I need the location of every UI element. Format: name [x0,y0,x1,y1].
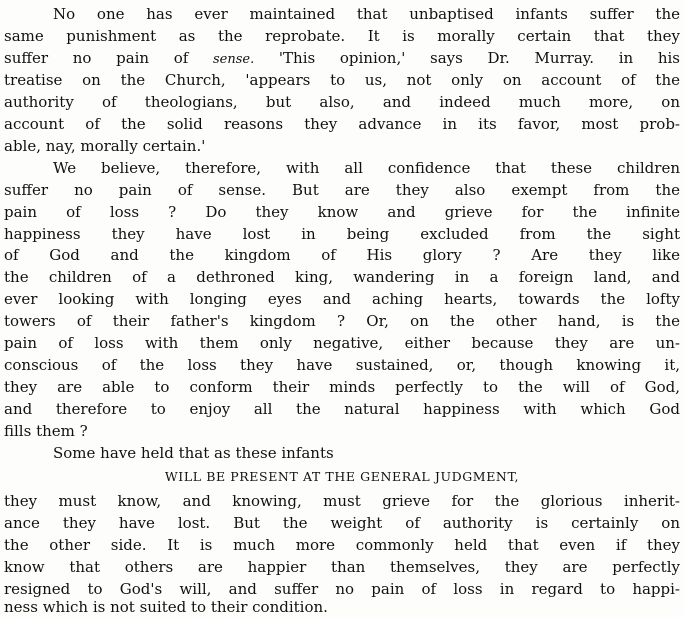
italic-term: sense. [213,52,255,67]
text-line: treatise on the Church, 'appears to us, not only on account of the [4,71,680,89]
text-line: We believe, therefore, with all confidence that these children [53,159,680,177]
text-line: pain of loss with them only negative, either because they are un- [4,334,680,352]
text-line: Some have held that as these infants [53,444,334,462]
text-span: 'This opinion,' says Dr. Murray. in his [278,49,680,67]
text-line: happiness they have lost in being excluded from the sight [4,225,680,243]
text-line: conscious of the loss they have sustained, or, though knowing it, [4,356,680,374]
text-line: same punishment as the reprobate. It is morally certain that they [4,27,680,45]
text-line: account of the solid reasons they advance in its favor, most prob- [4,115,680,133]
text-span: suffer no pain of [4,49,189,67]
text-line: and therefore to enjoy all the natural happiness with which God [4,400,680,418]
text-line: of God and the kingdom of His glory ? Are they like [4,246,680,264]
text-line: they are able to conform their minds perfectly to the will of God, [4,378,680,396]
text-line: No one has ever maintained that unbaptised infants suffer the [53,5,680,23]
text-line: the children of a dethroned king, wandering in a foreign land, and [4,268,680,286]
section-heading: WILL BE PRESENT AT THE GENERAL JUDGMENT, [164,469,520,484]
text-line: pain of loss ? Do they know and grieve for the infinite [4,203,680,221]
text-line: ness which is not suited to their condition. [4,598,328,616]
text-line: know that others are happier than themselves, they are perfectly [4,558,680,576]
text-line: ance they have lost. But the weight of authority is certainly on [4,514,680,532]
text-line: towers of their father's kingdom ? Or, on the other hand, is the [4,312,680,330]
text-line: the other side. It is much more commonly held that even if they [4,536,680,554]
text-line: suffer no pain of sense. But are they also exempt from the [4,181,680,199]
text-line: authority of theologians, but also, and indeed much more, on [4,93,680,111]
text-line: resigned to God's will, and suffer no pain of loss in regard to happi- [4,580,680,598]
text-line: ever looking with longing eyes and aching hearts, towards the lofty [4,290,680,308]
text-line: fills them ? [4,422,88,440]
text-line-with-italic [4,48,680,68]
text-line: they must know, and knowing, must grieve for the glorious inherit- [4,492,680,510]
text-line: able, nay, morally certain.' [4,137,206,155]
